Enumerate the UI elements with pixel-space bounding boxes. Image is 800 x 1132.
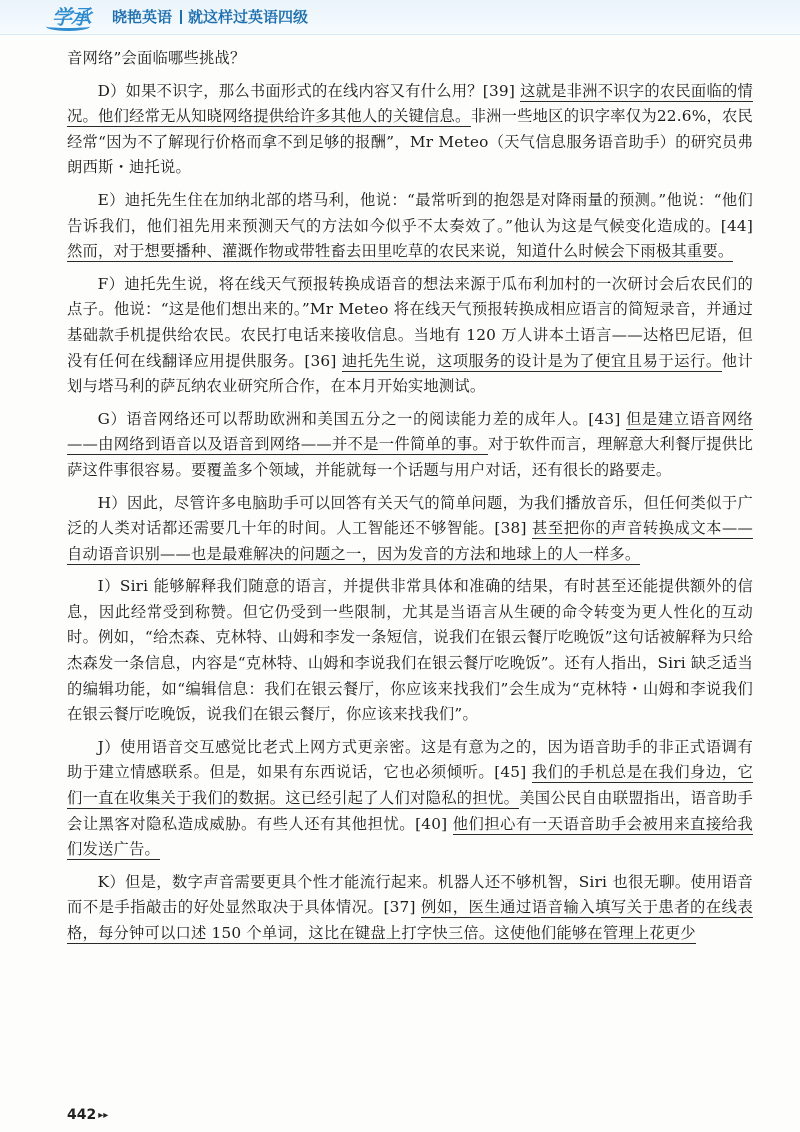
page-number: 442 — [67, 1107, 97, 1123]
paragraph-para-F — [67, 272, 753, 400]
paragraph-intro-continued — [67, 46, 753, 72]
paragraph-text: J）使用语音交互感觉比老式上网方式更亲密。这是有意为之的，因为语音助手的非正式语调有助于建立情感联系。但是，如果有东西说话，它也必须倾听。[45] — [67, 737, 753, 782]
underlined-answer-sentence: 他们担心有一天语音助手会被用来直接给我们发送广告。 — [67, 814, 753, 859]
paragraph-text: 音网络”会面临哪些挑战？ — [67, 49, 246, 67]
paragraph-text: H）因此，尽管许多电脑助手可以回答有关天气的简单问题，为我们播放音乐，但任何类似于广泛的人类对话都还需要几十年的时间。人工智能还不够智能。[38] — [67, 493, 753, 538]
paragraph-para-I — [67, 574, 753, 728]
paragraph-text: F）迪托先生说，将在线天气预报转换成语音的想法来源于瓜布利加村的一次研讨会后农民们的点子。他说：“这是他们想出来的。”Mr Meteo 将在线天气预报转换成相应语言的简短录音，并通过基础款手机提供给农民。农民打电话来接收信息。当地有 120 万人讲本土语言——达格巴尼语，但没有任何在线翻译应用提供服务。[36] — [67, 274, 753, 370]
publisher-logo — [52, 5, 90, 29]
series-title: 就这样过英语四级 — [188, 8, 309, 26]
underlined-answer-sentence: 例如，医生通过语音输入填写关于患者的在线表格，每分钟可以口述 150 个单词，这比在键盘上打字快三倍。这使他们能够在管理上花更少 — [67, 898, 753, 942]
underlined-answer-sentence: 这就是非洲不识字的农民面临的情况。他们经常无从知晓网络提供给许多其他人的关键信息。 — [67, 81, 753, 126]
page-footer — [67, 1107, 108, 1123]
paragraph-para-K — [67, 870, 753, 947]
paragraph-text: I）Siri 能够解释我们随意的语言，并提供非常具体和准确的结果，有时甚至还能提供额外的信息，因此经常受到称赞。但它仍受到一些限制，尤其是当语言从生硬的命令转变为更人性化的互动时。例如，“给杰森、克林特、山姆和李发一条短信，说我们在银云餐厅吃晚饭”这句话被解释为只给杰森发一条信息，内容是“克林特、山姆和李说我们在银云餐厅吃晚饭”。还有人指出，Siri 缺乏适当的编辑功能，如“编辑信息：我们在银云餐厅，你应该来找我们”会生成为“克林特・山姆和李说我们在银云餐厅吃晚饭，说我们在银云餐厅，你应该来找我们”。 — [67, 577, 753, 724]
paragraph-para-G — [67, 407, 753, 484]
underlined-answer-sentence: 我们的手机总是在我们身边，它们一直在收集关于我们的数据。这已经引起了人们对隐私的担忧。 — [67, 763, 753, 808]
paragraph-text: K）但是，数字声音需要更具个性才能流行起来。机器人还不够机智，Siri 也很无聊。使用语音而不是手指敲击的好处显然取决于具体情况。[37] — [67, 872, 753, 917]
next-page-arrow-icon: ▸▸ — [98, 1110, 109, 1121]
page-header — [0, 0, 800, 36]
paragraph-text: D）如果不识字，那么书面形式的在线内容又有什么用？[39] — [97, 81, 521, 100]
paragraph-para-E — [67, 188, 753, 265]
paragraph-text: 对于软件而言，理解意大利餐厅提供比萨这件事很容易。要覆盖多个领域，并能就每一个话题与用户对话，还有很长的路要走。 — [67, 435, 753, 479]
underlined-answer-sentence: 迪托先生说，这项服务的设计是为了便宜且易于运行。 — [341, 351, 722, 370]
underlined-answer-sentence: 然而，对于想要播种、灌溉作物或带牲畜去田里吃草的农民来说，知道什么时候会下雨极其重要。 — [67, 242, 734, 261]
paragraph-text: 非洲一些地区的识字率仅为22.6%，农民经常“因为不了解现行价格而拿不到足够的报酬”，Mr Meteo（天气信息服务语音助手）的研究员弗朗西斯・迪托说。 — [67, 107, 753, 177]
article-body — [67, 46, 753, 947]
logo-swoosh-icon — [46, 22, 90, 31]
paragraph-text: 美国公民自由联盟指出，语音助手会让黑客对隐私造成威胁。有些人还有其他担忧。[40] — [67, 789, 753, 833]
paragraph-text: 他计划与塔马利的萨瓦纳农业研究所合作，在本月开始实地测试。 — [67, 351, 754, 396]
paragraph-para-D — [67, 79, 753, 181]
paragraph-text: E）迪托先生住在加纳北部的塔马利，他说：“最常听到的抱怨是对降雨量的预测。”他说：“他们告诉我们，他们祖先用来预测天气的方法如今似乎不太奏效了。”他认为这是气候变化造成的。[44] — [67, 190, 753, 235]
paragraph-para-H — [67, 491, 753, 568]
logo-text: 学承 — [52, 5, 90, 29]
underlined-answer-sentence: 但是建立语音网络——由网络到语音以及语音到网络——并不是一件简单的事。 — [67, 409, 753, 454]
underlined-answer-sentence: 甚至把你的声音转换成文本——自动语音识别——也是最难解决的问题之一，因为发音的方法和地球上的人一样多。 — [67, 519, 753, 563]
header-divider — [180, 10, 182, 24]
paragraph-text: G）语音网络还可以帮助欧洲和美国五分之一的阅读能力差的成年人。[43] — [97, 409, 626, 428]
paragraph-para-J — [67, 735, 753, 863]
brand-name: 晓艳英语 — [112, 8, 173, 26]
